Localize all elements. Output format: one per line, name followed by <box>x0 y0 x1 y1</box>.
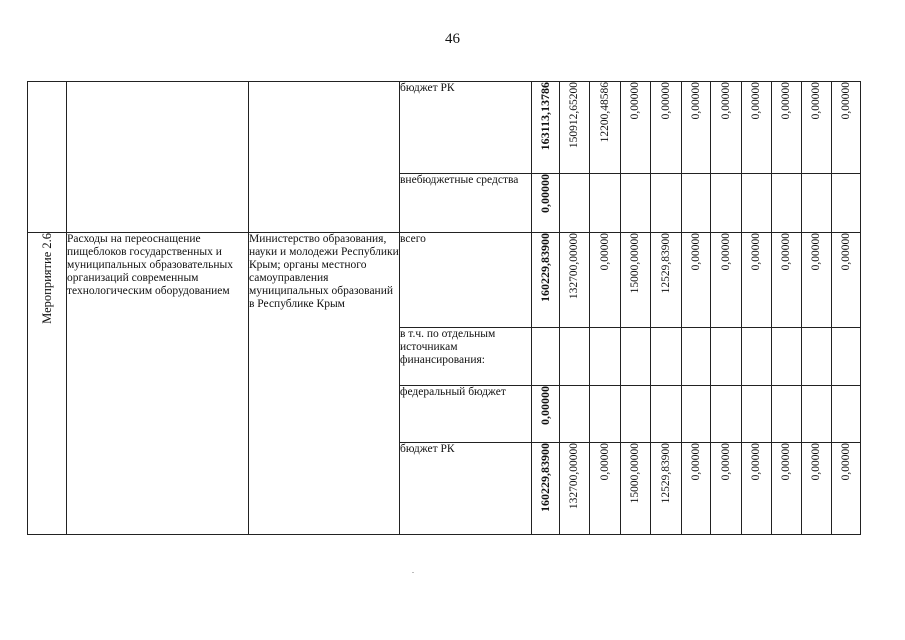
value-cell <box>682 174 711 233</box>
value-cell <box>590 386 621 443</box>
measure-label: Мероприятие 2.6 <box>39 233 54 324</box>
total-cell: 160229,83900 <box>532 443 560 535</box>
value-cell <box>651 386 682 443</box>
value-cell: 12200,48586 <box>590 82 621 174</box>
value-cell: 0,00000 <box>802 233 832 328</box>
value-cell <box>621 386 651 443</box>
measure-label-cell <box>28 233 67 535</box>
value-cell: 0,00000 <box>590 443 621 535</box>
value-cell: 0,00000 <box>711 233 742 328</box>
value-cell: 0,00000 <box>832 233 861 328</box>
value-cell <box>802 174 832 233</box>
executor-cell-continued <box>249 82 400 233</box>
funding-source-cell: федеральный бюджет <box>400 386 532 443</box>
value-cell <box>772 174 802 233</box>
value-cell <box>832 386 861 443</box>
value-cell: 0,00000 <box>682 443 711 535</box>
value-cell: 0,00000 <box>651 82 682 174</box>
scan-speck <box>412 572 414 573</box>
value-cell <box>682 328 711 386</box>
value-cell <box>802 386 832 443</box>
total-cell: 160229,83900 <box>532 233 560 328</box>
value-cell <box>590 328 621 386</box>
total-cell: 0,00000 <box>532 174 560 233</box>
value-cell <box>742 174 772 233</box>
value-cell <box>651 328 682 386</box>
value-cell: 0,00000 <box>742 443 772 535</box>
value-cell <box>560 386 590 443</box>
table-row <box>28 82 861 174</box>
value-cell: 150912,65200 <box>560 82 590 174</box>
value-cell <box>711 328 742 386</box>
value-cell: 0,00000 <box>742 233 772 328</box>
funding-source-cell: всего <box>400 233 532 328</box>
value-cell: 15000,00000 <box>621 443 651 535</box>
value-cell: 0,00000 <box>802 443 832 535</box>
value-cell <box>832 174 861 233</box>
value-cell <box>682 386 711 443</box>
funding-source-cell: внебюджетные средства <box>400 174 532 233</box>
value-cell <box>621 174 651 233</box>
value-cell <box>651 174 682 233</box>
value-cell: 0,00000 <box>742 82 772 174</box>
value-cell: 0,00000 <box>832 82 861 174</box>
value-cell <box>772 386 802 443</box>
value-cell <box>802 328 832 386</box>
value-cell: 0,00000 <box>682 82 711 174</box>
value-cell <box>711 174 742 233</box>
measure-description-cell-continued <box>67 82 249 233</box>
value-cell: 132700,00000 <box>560 443 590 535</box>
total-cell <box>532 328 560 386</box>
value-cell: 0,00000 <box>711 82 742 174</box>
value-cell <box>621 328 651 386</box>
value-cell <box>590 174 621 233</box>
funding-source-cell: бюджет РК <box>400 443 532 535</box>
measure-executor: Министерство образования, науки и молодежи Республики Крым; органы местного самоуправления муниципальных образований в Республике Крым <box>249 233 400 535</box>
value-cell: 12529,83900 <box>651 233 682 328</box>
budget-table <box>27 81 861 535</box>
total-cell: 163113,13786 <box>532 82 560 174</box>
funding-source-cell: в т.ч. по отдельным источникам финансирования: <box>400 328 532 386</box>
measure-description: Расходы на переоснащение пищеблоков государственных и муниципальных образовательных организаций современным технологическим оборудованием <box>67 233 249 535</box>
value-cell <box>711 386 742 443</box>
value-cell: 0,00000 <box>832 443 861 535</box>
table-row <box>28 233 861 328</box>
value-cell: 0,00000 <box>772 82 802 174</box>
value-cell: 0,00000 <box>772 443 802 535</box>
value-cell: 0,00000 <box>590 233 621 328</box>
value-cell <box>742 386 772 443</box>
funding-source-cell: бюджет РК <box>400 82 532 174</box>
value-cell: 0,00000 <box>621 82 651 174</box>
measure-label-cell-continued <box>28 82 67 233</box>
value-cell: 132700,00000 <box>560 233 590 328</box>
value-cell: 15000,00000 <box>621 233 651 328</box>
value-cell: 12529,83900 <box>651 443 682 535</box>
value-cell <box>832 328 861 386</box>
value-cell: 0,00000 <box>772 233 802 328</box>
value-cell <box>772 328 802 386</box>
page-number: 46 <box>445 31 460 47</box>
value-cell <box>560 328 590 386</box>
total-cell: 0,00000 <box>532 386 560 443</box>
value-cell: 0,00000 <box>682 233 711 328</box>
value-cell <box>742 328 772 386</box>
value-cell: 0,00000 <box>802 82 832 174</box>
value-cell <box>560 174 590 233</box>
value-cell: 0,00000 <box>711 443 742 535</box>
